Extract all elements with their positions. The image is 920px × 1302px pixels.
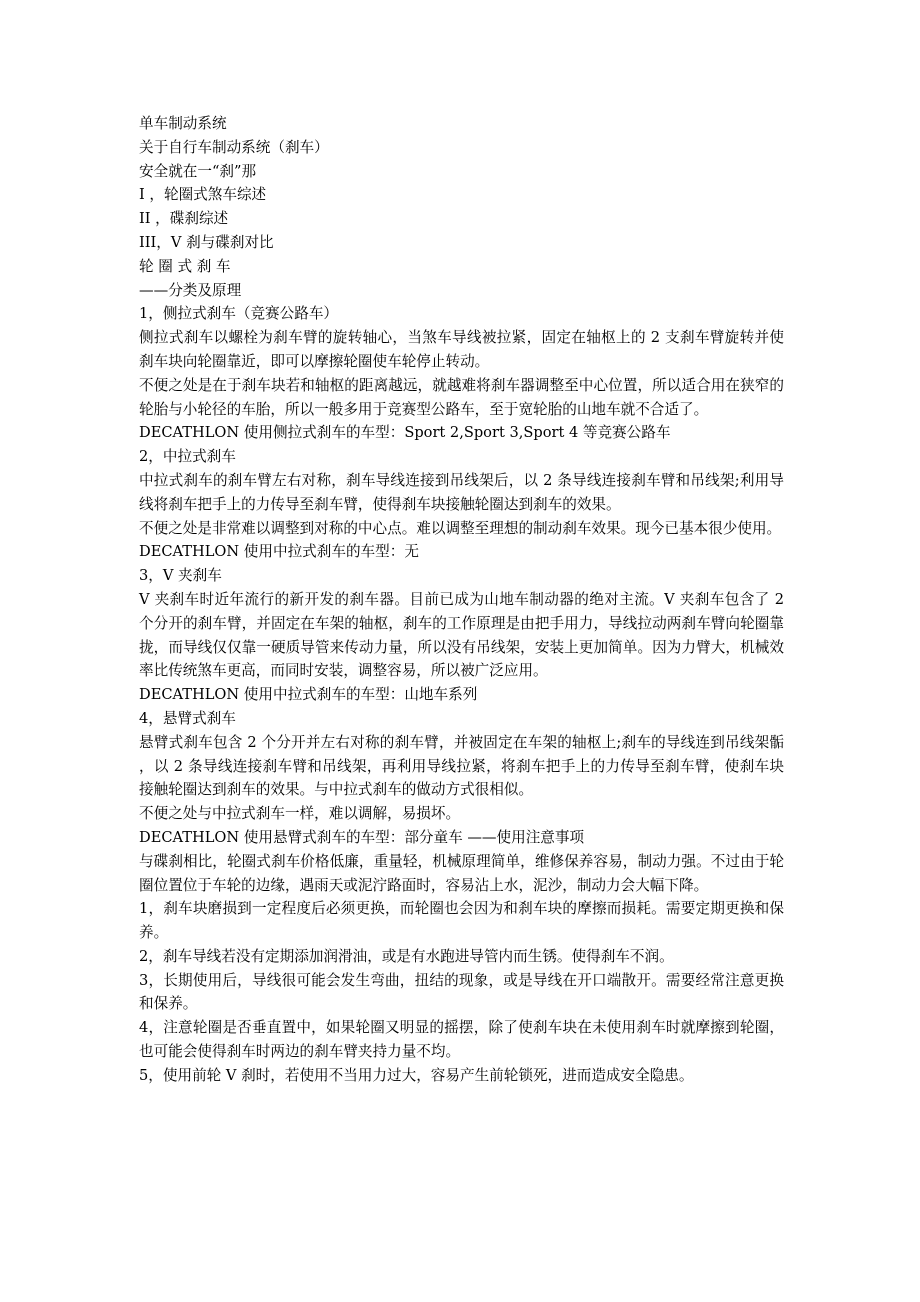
body-paragraph: 不便之处与中拉式刹车一样，难以调解，易损坏。 (139, 805, 461, 823)
body-paragraph: DECATHLON 使用悬臂式刹车的车型：部分童车 ——使用注意事项 (139, 828, 585, 846)
body-paragraph: DECATHLON 使用侧拉式刹车的车型：Sport 2,Sport 3,Sport 4 等竞赛公路车 (139, 424, 671, 442)
list-item: 1，刹车块磨损到一定程度后必须更换，而轮圈也会因为和刹车块的摩擦而损耗。需要定期更换和保养。 (139, 900, 784, 942)
list-item: 5，使用前轮 V 刹时，若使用不当用力过大，容易产生前轮锁死，进而造成安全隐患。 (139, 1066, 694, 1084)
body-paragraph: 侧拉式刹车以螺栓为刹车臂的旋转轴心，当煞车导线被拉紧，固定在轴枢上的 2 支刹车臂旋转并使刹车块向轮圈靠近，即可以摩擦轮圈使车轮停止转动。 (139, 329, 784, 370)
body-paragraph: 不便之处是在于刹车块若和轴枢的距离越远，就越难将刹车器调整至中心位置，所以适合用在狭窄的轮胎与小轮径的车胎，所以一般多用于竞赛型公路车，至于宽轮胎的山地车就不合适了。 (139, 376, 784, 418)
document-body (139, 112, 784, 1088)
body-paragraph: 与碟刹相比，轮圈式刹车价格低廉，重量轻，机械原理简单，维修保养容易，制动力强。不过由于轮圈位置位于车轮的边缘，遇雨天或泥泞路面时，容易沾上水，泥沙，制动力会大幅下降。 (139, 852, 784, 894)
section-heading: 轮 圈 式 刹 车 (139, 257, 231, 275)
body-paragraph: DECATHLON 使用中拉式刹车的车型：无 (139, 543, 419, 561)
body-paragraph: DECATHLON 使用中拉式刹车的车型：山地车系列 (139, 686, 478, 704)
list-item: 2，刹车导线若没有定期添加润滑油，或是有水跑进导管内而生锈。使得刹车不润。 (139, 947, 674, 965)
toc-item: II ，碟刹综述 (139, 210, 229, 228)
list-item: 4，注意轮圈是否垂直置中，如果轮圈又明显的摇摆，除了使刹车块在未使用刹车时就摩擦到轮圈，也可能会使得刹车时两边的刹车臂夹持力量不均。 (139, 1019, 784, 1061)
item-heading: 1，侧拉式刹车（竞赛公路车） (139, 305, 339, 323)
body-paragraph: 不便之处是非常难以调整到对称的中心点。难以调整至理想的制动刹车效果。现今已基本很少使用。 (139, 519, 782, 537)
body-paragraph: 悬臂式刹车包含 2 个分开并左右对称的刹车臂，并被固定在车架的轴枢上;刹车的导线连到吊线架骺 ，以 2 条导线连接刹车臂和吊线架，再利用导线拉紧，将刹车把手上的力传导至刹车臂，使刹车块接触轮圈达到刹车的效果。与中拉式刹车的做动方式很相似。 (139, 733, 784, 799)
item-heading: 3，V 夹刹车 (139, 567, 222, 585)
doc-title: 单车制动系统 (139, 115, 227, 132)
toc-item: I ，轮圈式煞车综述 (139, 186, 267, 204)
doc-subtitle: 关于自行车制动系统（刹车） (139, 138, 329, 156)
doc-slogan: 安全就在一“刹”那 (139, 162, 257, 180)
item-heading: 2，中拉式刹车 (139, 448, 236, 466)
section-subheading: ——分类及原理 (139, 281, 242, 299)
item-heading: 4，悬臂式刹车 (139, 709, 236, 727)
body-paragraph: 中拉式刹车的刹车臂左右对称，刹车导线连接到吊线架后，以 2 条导线连接刹车臂和吊线架;利用导线将刹车把手上的力传导至刹车臂，使得刹车块接触轮圈达到刹车的效果。 (139, 471, 784, 513)
body-paragraph: V 夹刹车时近年流行的新开发的刹车器。目前已成为山地车制动器的绝对主流。V 夹刹车包含了 2 个分开的刹车臂，并固定在车架的轴枢，刹车的工作原理是由把手用力，导线拉动两刹车臂向轮圈靠拢，而导线仅仅靠一硬质导管来传动力量，所以没有吊线架，安装上更加简单。因为力臂大，机械效率比传统煞车更高，而同时安装，调整容易，所以被广泛应用。 (139, 590, 784, 680)
toc-item: III，V 刹与碟刹对比 (139, 233, 274, 251)
list-item: 3，长期使用后，导线很可能会发生弯曲，扭结的现象，或是导线在开口端散开。需要经常注意更换和保养。 (139, 971, 784, 1013)
